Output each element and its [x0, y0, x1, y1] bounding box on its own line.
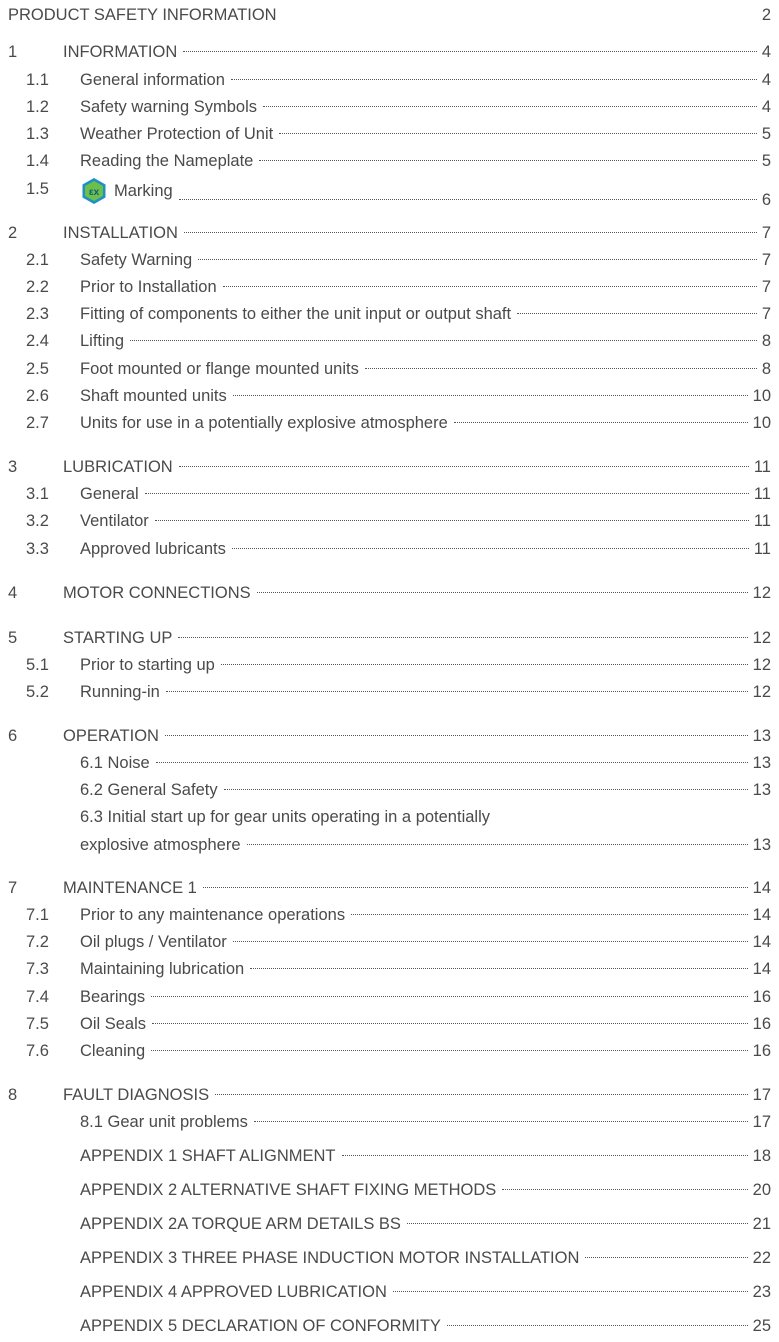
- toc-entry[interactable]: [80, 1314, 771, 1338]
- toc-entry-page: 14: [752, 960, 771, 978]
- toc-entry-page: 7: [761, 251, 771, 269]
- toc-entry[interactable]: [26, 411, 771, 435]
- dot-leader: [263, 106, 757, 107]
- toc-entry[interactable]: [80, 1110, 771, 1134]
- toc-header-title: PRODUCT SAFETY INFORMATION: [8, 6, 277, 24]
- toc-entry[interactable]: [26, 957, 771, 981]
- toc-entry-text: Lifting: [80, 332, 125, 350]
- toc-entry[interactable]: [26, 177, 771, 209]
- toc-entry[interactable]: [80, 778, 771, 802]
- toc-entry-text: APPENDIX 5 DECLARATION OF CONFORMITY: [80, 1317, 441, 1335]
- toc-entry-number: 2: [8, 224, 18, 242]
- toc-entry-title: [80, 537, 226, 561]
- dot-leader: [351, 914, 748, 915]
- toc-entry-text: STARTING UP: [63, 629, 173, 647]
- toc-entry-text: Reading the Nameplate: [80, 152, 254, 170]
- toc-entry-text: Prior to Installation: [80, 278, 217, 296]
- toc-entry-title: [63, 40, 177, 64]
- toc-entry-title: [63, 455, 173, 479]
- toc-entry-title: [80, 177, 173, 205]
- svg-text:εx: εx: [88, 187, 100, 198]
- toc-entry[interactable]: [80, 1144, 771, 1168]
- toc-entry-title: [63, 626, 172, 650]
- dot-leader: [585, 1257, 747, 1258]
- toc-entry-number: 1: [8, 43, 18, 61]
- toc-entry[interactable]: [26, 357, 771, 381]
- toc-entry-title: [80, 1012, 146, 1036]
- toc-entry-title: [80, 751, 150, 775]
- toc-entry[interactable]: [26, 509, 771, 533]
- toc-entry-page: 4: [761, 98, 771, 116]
- toc-entry[interactable]: [26, 384, 771, 408]
- toc-entry[interactable]: [8, 581, 771, 605]
- toc-entry-page: 13: [752, 836, 771, 854]
- toc-entry-page: 10: [752, 414, 771, 432]
- dot-leader: [178, 637, 747, 638]
- dot-leader: [247, 844, 748, 845]
- dot-leader: [232, 548, 749, 549]
- toc-entry-text: Maintaining lubrication: [80, 960, 245, 978]
- toc-entry-title: [80, 778, 218, 802]
- toc-entry-page: 17: [752, 1113, 771, 1131]
- toc-entry-page: 8: [761, 332, 771, 350]
- toc-entry-text: Safety Warning: [80, 251, 193, 269]
- toc-entry-text: Shaft mounted units: [80, 387, 227, 405]
- toc-entry-page: 16: [752, 1015, 771, 1033]
- dot-leader: [130, 340, 757, 341]
- toc-entry-number: 7.1: [26, 906, 49, 924]
- dot-leader: [393, 1291, 748, 1292]
- toc-entry-number: 2.3: [26, 305, 49, 323]
- toc-entry-text: APPENDIX 1 SHAFT ALIGNMENT: [80, 1147, 336, 1165]
- toc-entry-title: [80, 302, 511, 326]
- toc-entry-title: [80, 357, 359, 381]
- toc-entry[interactable]: [8, 40, 771, 64]
- dot-leader: [447, 1325, 748, 1326]
- toc-entry-number: 2.5: [26, 360, 49, 378]
- toc-entry-title: [80, 1039, 145, 1063]
- toc-entry-title: [80, 1280, 387, 1304]
- toc-entry-number: 5.2: [26, 683, 49, 701]
- toc-entry[interactable]: [80, 1212, 771, 1236]
- toc-entry-page: 14: [752, 906, 771, 924]
- toc-entry[interactable]: [26, 329, 771, 353]
- dot-leader: [231, 79, 757, 80]
- toc-entry-number: 4: [8, 584, 18, 602]
- toc-entry[interactable]: [26, 985, 771, 1009]
- toc-entry-page: 13: [752, 754, 771, 772]
- toc-entry-title: [63, 221, 178, 245]
- toc-entry-title: [80, 122, 273, 146]
- toc-entry-number: 3: [8, 458, 18, 476]
- toc-entry-text: INFORMATION: [63, 43, 178, 61]
- dot-leader: [257, 592, 748, 593]
- toc-entry-number: 2.2: [26, 278, 49, 296]
- toc-entry[interactable]: [26, 122, 771, 146]
- dot-leader: [165, 735, 748, 736]
- toc-entry-text: Foot mounted or flange mounted units: [80, 360, 359, 378]
- toc-entry-title: [63, 1083, 209, 1107]
- toc-entry-text: MAINTENANCE 1: [63, 879, 197, 897]
- toc-entry-number: 6: [8, 727, 18, 745]
- toc-entry-title: [80, 509, 149, 533]
- toc-entry-page: 21: [752, 1215, 771, 1233]
- toc-entry-number: 3.3: [26, 540, 49, 558]
- toc-entry-page: 11: [753, 458, 771, 476]
- toc-entry[interactable]: [26, 930, 771, 954]
- toc-entry-text: Fitting of components to either the unit input or output shaft: [80, 305, 512, 323]
- toc-entry-page: 20: [752, 1181, 771, 1199]
- toc-entry[interactable]: [80, 1178, 771, 1202]
- toc-entry-text: 8.1 Gear unit problems: [80, 1113, 248, 1131]
- dot-leader: [407, 1223, 748, 1224]
- toc-entry-text: General information: [80, 71, 225, 89]
- toc-entry-title: [63, 581, 251, 605]
- ex-hexagon-icon: [80, 177, 108, 205]
- toc-entry-title: [80, 833, 241, 857]
- toc-entry-text: LUBRICATION: [63, 458, 173, 476]
- toc-header[interactable]: [8, 3, 771, 27]
- toc-entry-number: 7.6: [26, 1042, 49, 1060]
- toc-entry-number: 1.1: [26, 71, 49, 89]
- toc-entry-page: 12: [752, 683, 771, 701]
- toc-entry-text: Prior to any maintenance operations: [80, 906, 346, 924]
- toc-entry-page: 5: [761, 152, 771, 170]
- toc-entry-text: Cleaning: [80, 1042, 146, 1060]
- toc-entry-text: APPENDIX 2 ALTERNATIVE SHAFT FIXING METHODS: [80, 1181, 497, 1199]
- toc-entry[interactable]: [26, 1039, 771, 1063]
- dot-leader: [156, 762, 748, 763]
- toc-entry-title: [80, 1178, 496, 1202]
- toc-entry-text: Bearings: [80, 988, 146, 1006]
- toc-entry-title: [80, 248, 192, 272]
- toc-entry-title: [80, 1314, 441, 1338]
- dot-leader: [254, 1121, 748, 1122]
- toc-entry-title: [80, 1212, 401, 1236]
- toc-entry-text: MOTOR CONNECTIONS: [63, 584, 251, 602]
- toc-entry-page: 11: [753, 540, 771, 558]
- dot-leader: [198, 259, 757, 260]
- dot-leader: [221, 664, 748, 665]
- toc-entry-number: 1.4: [26, 152, 49, 170]
- toc-entry-text: Marking: [114, 182, 173, 200]
- toc-entry-page: 7: [761, 305, 771, 323]
- toc-entry-text: Prior to starting up: [80, 656, 215, 674]
- dot-leader: [215, 1094, 748, 1095]
- toc-entry-number: 2.7: [26, 414, 49, 432]
- toc-entry-page: 6: [761, 191, 771, 209]
- toc-entry-title: [80, 930, 227, 954]
- toc-entry-text: APPENDIX 3 THREE PHASE INDUCTION MOTOR INSTALLATION: [80, 1249, 580, 1267]
- toc-entry-number: 8: [8, 1086, 18, 1104]
- toc-entry-page: 5: [761, 125, 771, 143]
- toc-entry-title: [80, 1144, 336, 1168]
- dot-leader: [151, 1050, 748, 1051]
- toc-entry-page: 7: [761, 224, 771, 242]
- toc-entry-title: [80, 903, 345, 927]
- toc-entry-text: Approved lubricants: [80, 540, 226, 558]
- toc-entry[interactable]: [80, 751, 771, 775]
- dot-leader: [223, 286, 757, 287]
- toc-entry-page: 10: [752, 387, 771, 405]
- toc-entry-text: Weather Protection of Unit: [80, 125, 274, 143]
- toc-entry-text: General: [80, 485, 139, 503]
- toc-entry-number: 3.2: [26, 512, 49, 530]
- toc-entry-text: 6.1 Noise: [80, 754, 150, 772]
- toc-entry[interactable]: [26, 275, 771, 299]
- toc-entry-title: [80, 411, 448, 435]
- toc-entry[interactable]: [26, 680, 771, 704]
- toc-entry[interactable]: [26, 653, 771, 677]
- toc-entry-page: 14: [752, 933, 771, 951]
- toc-entry[interactable]: [26, 95, 771, 119]
- toc-entry-page: 11: [753, 512, 771, 530]
- toc-entry-title: [80, 805, 490, 829]
- toc-entry-title: [80, 653, 215, 677]
- toc-entry[interactable]: [26, 1012, 771, 1036]
- toc-entry-title: [80, 68, 225, 92]
- toc-entry[interactable]: [8, 1083, 771, 1107]
- dot-leader: [517, 313, 757, 314]
- dot-leader: [145, 493, 749, 494]
- toc-entry[interactable]: [26, 68, 771, 92]
- toc-entry-title: [80, 384, 227, 408]
- toc-entry-text: Oil Seals: [80, 1015, 147, 1033]
- dot-leader: [151, 996, 748, 997]
- toc-entry-page: 12: [752, 656, 771, 674]
- toc-entry-number: 1.5: [26, 180, 49, 198]
- toc-entry-text: APPENDIX 4 APPROVED LUBRICATION: [80, 1283, 387, 1301]
- dot-leader: [166, 691, 748, 692]
- toc-entry-page: 25: [752, 1317, 771, 1335]
- toc-entry-number: 2.1: [26, 251, 49, 269]
- toc-entry-text: Safety warning Symbols: [80, 98, 257, 116]
- toc-entry[interactable]: [8, 221, 771, 245]
- toc-entry-title: [63, 724, 159, 748]
- toc-entry[interactable]: [26, 537, 771, 561]
- toc-entry-number: 5.1: [26, 656, 49, 674]
- toc-entry-page: 13: [752, 727, 771, 745]
- toc-entry[interactable]: [80, 805, 771, 829]
- toc-entry-page: 8: [761, 360, 771, 378]
- toc-entry-text: Units for use in a potentially explosive atmosphere: [80, 414, 448, 432]
- toc-entry-title: [80, 482, 139, 506]
- toc-entry-title: [80, 680, 160, 704]
- dot-leader: [152, 1023, 748, 1024]
- dot-leader: [179, 466, 749, 467]
- toc-entry-number: 3.1: [26, 485, 49, 503]
- toc-entry-page: 7: [761, 278, 771, 296]
- toc-entry-text: 6.3 Initial start up for gear units operating in a potentially: [80, 808, 490, 826]
- toc-entry-title: [80, 329, 124, 353]
- toc-entry-number: 5: [8, 629, 18, 647]
- toc-entry[interactable]: [80, 833, 771, 857]
- toc-entry-number: 1.3: [26, 125, 49, 143]
- dot-leader: [250, 968, 747, 969]
- toc-entry[interactable]: [26, 482, 771, 506]
- toc-entry-title: [63, 876, 197, 900]
- toc-entry-page: 16: [752, 1042, 771, 1060]
- toc-entry-text: Oil plugs / Ventilator: [80, 933, 227, 951]
- toc-entry[interactable]: [26, 248, 771, 272]
- toc-entry-title: [80, 1110, 248, 1134]
- dot-leader: [365, 368, 757, 369]
- dot-leader: [224, 789, 748, 790]
- toc-entry-text: OPERATION: [63, 727, 159, 745]
- dot-leader: [259, 160, 756, 161]
- toc-entry-page: 22: [752, 1249, 771, 1267]
- toc-entry-text: FAULT DIAGNOSIS: [63, 1086, 210, 1104]
- toc-entry[interactable]: [80, 1280, 771, 1304]
- toc-entry-page: 18: [752, 1147, 771, 1165]
- dot-leader: [279, 133, 757, 134]
- toc-entry-title: [80, 985, 145, 1009]
- toc-entry-number: 1.2: [26, 98, 49, 116]
- toc-entry-page: 13: [752, 781, 771, 799]
- toc-entry-number: 7: [8, 879, 18, 897]
- toc-entry-number: 7.2: [26, 933, 49, 951]
- toc-entry[interactable]: [26, 302, 771, 326]
- toc-entry[interactable]: [8, 455, 771, 479]
- toc-entry-title: [80, 1246, 579, 1270]
- toc-entry-text: 6.2 General Safety: [80, 781, 218, 799]
- toc-entry-title: [80, 275, 217, 299]
- toc-entry-text: INSTALLATION: [63, 224, 178, 242]
- toc-entry-text: explosive atmosphere: [80, 836, 241, 854]
- toc-entry-text: Running-in: [80, 683, 160, 701]
- dot-leader: [155, 520, 749, 521]
- toc-entry-page: 4: [761, 71, 771, 89]
- toc-entry-page: 23: [752, 1283, 771, 1301]
- dot-leader: [203, 887, 748, 888]
- dot-leader: [233, 941, 748, 942]
- toc-entry-page: 4: [761, 43, 771, 61]
- toc-entry-text: APPENDIX 2A TORQUE ARM DETAILS BS: [80, 1215, 401, 1233]
- toc-entry-number: 7.4: [26, 988, 49, 1006]
- toc-entry-page: 16: [752, 988, 771, 1006]
- toc-entry-number: 2.6: [26, 387, 49, 405]
- toc-entry-page: 14: [752, 879, 771, 897]
- dot-leader: [233, 395, 748, 396]
- dot-leader: [502, 1189, 747, 1190]
- toc-header-page: 2: [761, 6, 771, 24]
- toc-entry-title: [80, 149, 253, 173]
- toc-entry[interactable]: [8, 876, 771, 900]
- dot-leader: [179, 199, 757, 200]
- toc-entry-number: 7.3: [26, 960, 49, 978]
- dot-leader: [342, 1155, 748, 1156]
- dot-leader: [454, 422, 748, 423]
- toc-entry-text: Ventilator: [80, 512, 149, 530]
- toc-entry-page: 11: [753, 485, 771, 503]
- dot-leader: [184, 232, 757, 233]
- dot-leader: [183, 51, 757, 52]
- toc-entry[interactable]: [8, 626, 771, 650]
- toc-entry[interactable]: [8, 724, 771, 748]
- toc-entry-page: 17: [752, 1086, 771, 1104]
- toc-entry[interactable]: [26, 149, 771, 173]
- toc-entry-number: 2.4: [26, 332, 49, 350]
- toc-entry-title: [80, 957, 244, 981]
- toc-entry[interactable]: [80, 1246, 771, 1270]
- toc-entry-page: 12: [752, 584, 771, 602]
- toc-entry-title: [80, 95, 257, 119]
- toc-entry-page: 12: [752, 629, 771, 647]
- toc-entry[interactable]: [26, 903, 771, 927]
- toc-entry-number: 7.5: [26, 1015, 49, 1033]
